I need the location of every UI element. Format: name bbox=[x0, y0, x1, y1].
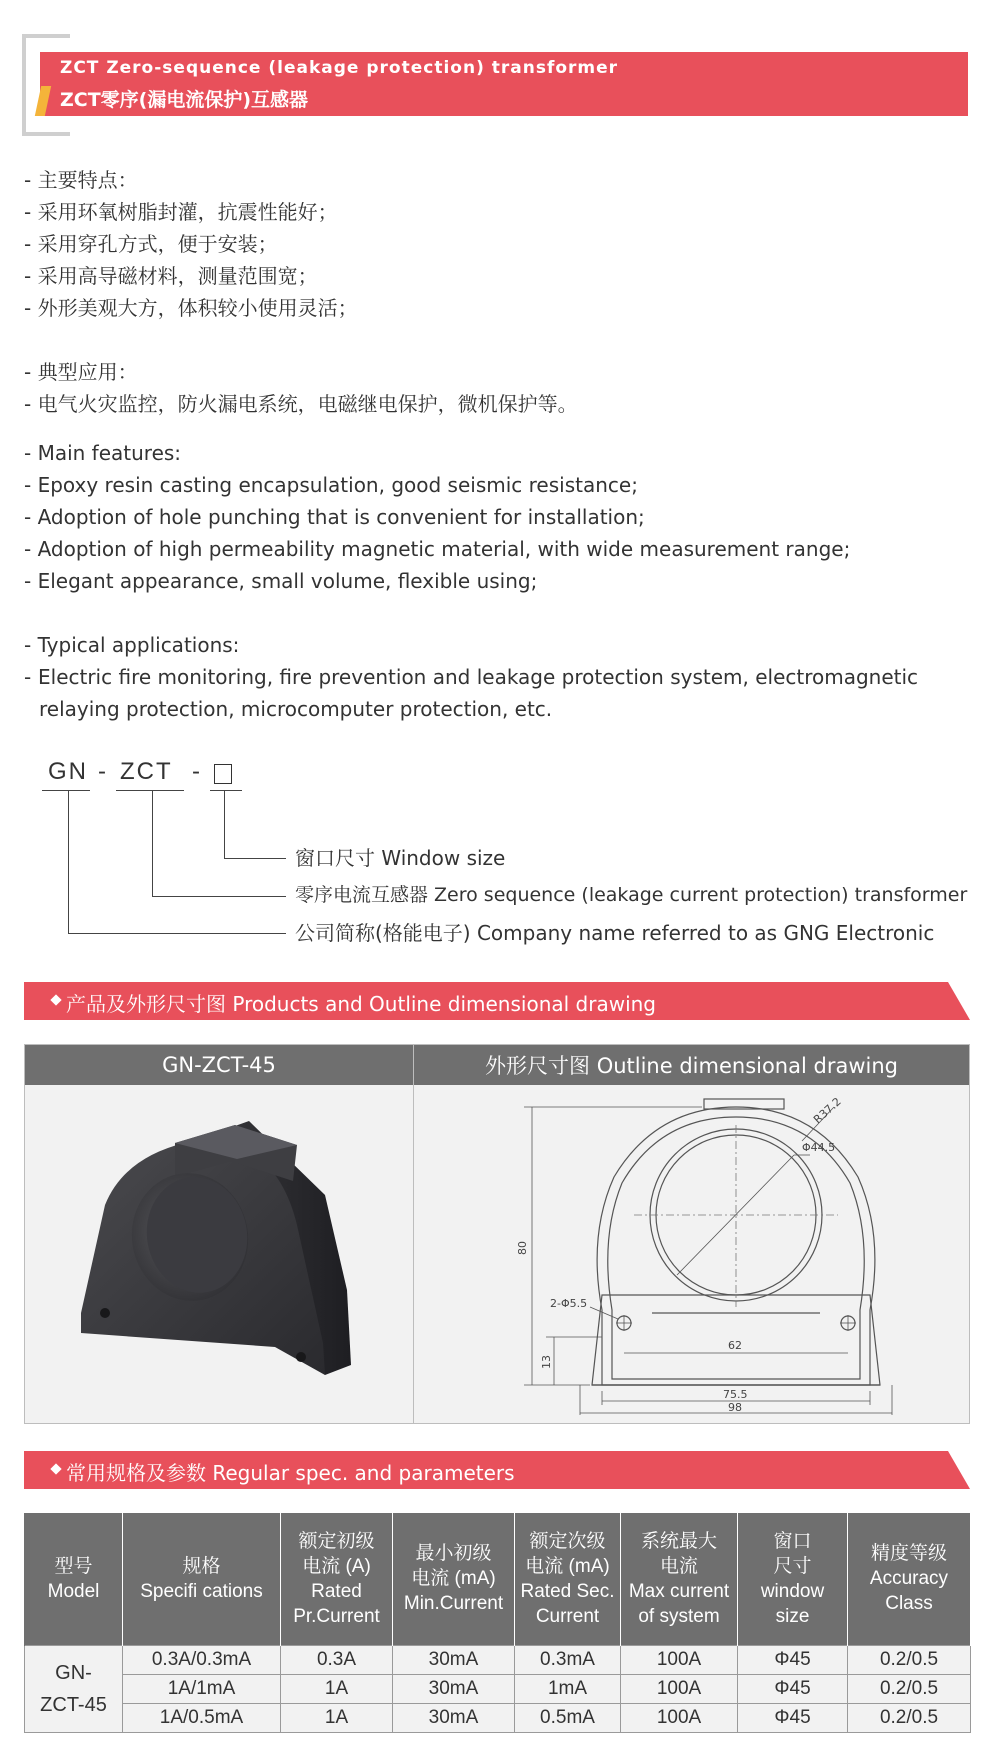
feature-en-line: - Elegant appearance, small volume, flexible using; bbox=[24, 569, 538, 593]
feature-cn-line: - 采用高导磁材料，测量范围宽； bbox=[24, 264, 318, 288]
header-max-current bbox=[621, 1513, 738, 1645]
cell-rated-primary: 0.3A bbox=[281, 1645, 393, 1674]
header-line: 电流 (mA) bbox=[411, 1568, 496, 1590]
code-sep-1: - bbox=[98, 758, 108, 785]
spec-section-bar bbox=[24, 1451, 970, 1489]
underline-gn bbox=[42, 790, 90, 791]
header-title-en: ZCT Zero-sequence (leakage protection) transformer bbox=[60, 58, 619, 78]
header-line: Current bbox=[535, 1605, 600, 1627]
code-window-box bbox=[214, 764, 232, 784]
feature-en-line: - Adoption of hole punching that is convenient for installation; bbox=[24, 505, 645, 529]
leader-zct-v bbox=[152, 790, 153, 896]
spec-section-title bbox=[48, 1457, 515, 1486]
feature-cn-line: - 主要特点： bbox=[24, 168, 138, 192]
cell-rated-secondary: 1mA bbox=[515, 1674, 621, 1703]
cell-spec: 1A/1mA bbox=[123, 1674, 281, 1703]
feature-en-line: - Main features: bbox=[24, 441, 182, 465]
header-accuracy bbox=[848, 1513, 971, 1645]
header-line: Rated Sec. bbox=[520, 1580, 615, 1602]
cell-rated-secondary: 0.3mA bbox=[515, 1645, 621, 1674]
table-row bbox=[25, 1674, 971, 1703]
spec-table bbox=[24, 1513, 971, 1733]
header-line: Specifi cations bbox=[140, 1580, 263, 1602]
features-en bbox=[24, 437, 970, 597]
header-line: 系统最大 bbox=[640, 1530, 717, 1552]
leader-gn-h bbox=[68, 933, 286, 934]
product-photo-cell bbox=[25, 1085, 413, 1423]
applications-cn bbox=[24, 356, 970, 420]
header-line: 额定初级 bbox=[298, 1530, 375, 1552]
header-line: Accuracy bbox=[869, 1568, 949, 1590]
header-banner bbox=[40, 52, 968, 116]
header-line: 电流 (mA) bbox=[525, 1555, 610, 1577]
product-col-model: GN-ZCT-45 bbox=[25, 1045, 413, 1085]
header-model bbox=[25, 1513, 123, 1645]
dim-base-h: 13 bbox=[540, 1355, 553, 1369]
cell-rated-primary: 1A bbox=[281, 1674, 393, 1703]
underline-zct bbox=[116, 790, 184, 791]
product-table bbox=[24, 1044, 970, 1424]
model-line: GN- bbox=[55, 1661, 92, 1684]
header-line: Model bbox=[47, 1580, 100, 1602]
model-cell bbox=[25, 1645, 123, 1732]
table-row bbox=[25, 1703, 971, 1732]
cell-window: Φ45 bbox=[738, 1674, 848, 1703]
dim-phi: Φ44.5 bbox=[802, 1141, 836, 1154]
applications-en bbox=[24, 629, 970, 725]
application-en-text: Electric fire monitoring, fire prevention and leakage protection system, electromagnetic bbox=[38, 665, 919, 689]
application-en-line2: relaying protection, microcomputer protection, etc. bbox=[39, 697, 553, 721]
cell-min-primary: 30mA bbox=[393, 1645, 515, 1674]
cell-min-primary: 30mA bbox=[393, 1674, 515, 1703]
cell-spec: 1A/0.5mA bbox=[123, 1703, 281, 1732]
header-line: 电流 (A) bbox=[302, 1555, 371, 1577]
table-row bbox=[25, 1645, 971, 1674]
legend-window: 窗口尺寸 Window size bbox=[295, 846, 506, 870]
header-line: Class bbox=[885, 1593, 933, 1615]
header-title-cn: ZCT零序(漏电流保护)互感器 bbox=[60, 89, 309, 111]
header-line: window bbox=[760, 1580, 825, 1602]
products-section-bar bbox=[24, 982, 970, 1020]
cell-accuracy: 0.2/0.5 bbox=[848, 1674, 971, 1703]
dim-62: 62 bbox=[728, 1339, 742, 1352]
application-cn-line: - 电气火灾监控，防火漏电系统，电磁继电保护，微机保护等。 bbox=[24, 392, 578, 416]
outline-drawing bbox=[414, 1085, 969, 1423]
cell-rated-primary: 1A bbox=[281, 1703, 393, 1732]
header-line: Rated bbox=[311, 1580, 362, 1602]
application-en-heading: - Typical applications: bbox=[24, 633, 240, 657]
dim-r: R37.2 bbox=[811, 1095, 844, 1127]
cell-max-current: 100A bbox=[621, 1703, 738, 1732]
header-spec bbox=[123, 1513, 281, 1645]
legend-zct: 零序电流互感器 Zero sequence (leakage current protection) transformer bbox=[295, 884, 968, 906]
header-line: Max current bbox=[628, 1580, 730, 1602]
leader-window-v bbox=[224, 790, 225, 858]
header-line: 最小初级 bbox=[415, 1543, 492, 1565]
feature-en-line: - Adoption of high permeability magnetic material, with wide measurement range; bbox=[24, 537, 851, 561]
product-photo bbox=[25, 1085, 413, 1423]
leader-gn-v bbox=[68, 790, 69, 933]
header-line: 精度等级 bbox=[870, 1543, 947, 1565]
header-line: 额定次级 bbox=[529, 1530, 606, 1552]
products-section-title bbox=[48, 988, 656, 1017]
legend-company: 公司简称(格能电子) Company name referred to as GNG Electronic bbox=[295, 921, 935, 945]
model-line: ZCT-45 bbox=[40, 1693, 107, 1716]
feature-cn-line: - 外形美观大方，体积较小使用灵活； bbox=[24, 296, 358, 320]
cell-max-current: 100A bbox=[621, 1645, 738, 1674]
product-col-drawing: 外形尺寸图 Outline dimensional drawing bbox=[414, 1045, 969, 1085]
header-line: 规格 bbox=[182, 1555, 221, 1577]
dim-98: 98 bbox=[728, 1401, 742, 1414]
application-en-dash: - bbox=[24, 665, 32, 689]
cell-accuracy: 0.2/0.5 bbox=[848, 1645, 971, 1674]
header-min-primary bbox=[393, 1513, 515, 1645]
cell-min-primary: 30mA bbox=[393, 1703, 515, 1732]
code-sep-2: - bbox=[192, 758, 202, 785]
header-line: 窗口 bbox=[773, 1530, 812, 1552]
header-line: Min.Current bbox=[403, 1593, 504, 1615]
header-window-size bbox=[738, 1513, 848, 1645]
dim-holes: 2-Φ5.5 bbox=[550, 1297, 588, 1310]
header-rated-secondary bbox=[515, 1513, 621, 1645]
header-line: of system bbox=[638, 1605, 720, 1627]
cell-max-current: 100A bbox=[621, 1674, 738, 1703]
header-line: 尺寸 bbox=[773, 1555, 812, 1577]
underline-window bbox=[210, 790, 242, 791]
outline-drawing-cell bbox=[414, 1085, 969, 1423]
header-line: size bbox=[775, 1605, 810, 1627]
header-line: Pr.Current bbox=[293, 1605, 380, 1627]
spec-header-row bbox=[25, 1513, 971, 1645]
features-cn bbox=[24, 164, 970, 324]
cell-accuracy: 0.2/0.5 bbox=[848, 1703, 971, 1732]
leader-window-h bbox=[224, 858, 286, 859]
header-line: 型号 bbox=[54, 1555, 93, 1577]
cell-rated-secondary: 0.5mA bbox=[515, 1703, 621, 1732]
cell-window: Φ45 bbox=[738, 1703, 848, 1732]
cell-spec: 0.3A/0.3mA bbox=[123, 1645, 281, 1674]
cell-window: Φ45 bbox=[738, 1645, 848, 1674]
spec-section-title-text: 常用规格及参数 Regular spec. and parameters bbox=[66, 1461, 515, 1485]
dim-75: 75.5 bbox=[723, 1388, 748, 1401]
feature-cn-line: - 采用穿孔方式，便于安装； bbox=[24, 232, 278, 256]
feature-cn-line: - 采用环氧树脂封灌，抗震性能好； bbox=[24, 200, 338, 224]
products-section-title-text: 产品及外形尺寸图 Products and Outline dimensional drawing bbox=[66, 992, 656, 1016]
code-part-zct: ZCT bbox=[120, 758, 173, 785]
header-line: 电流 bbox=[659, 1555, 698, 1577]
dim-height: 80 bbox=[516, 1241, 529, 1255]
application-cn-line: - 典型应用： bbox=[24, 360, 138, 384]
feature-en-line: - Epoxy resin casting encapsulation, good seismic resistance; bbox=[24, 473, 638, 497]
leader-zct-h bbox=[152, 896, 286, 897]
code-part-gn: GN bbox=[48, 758, 88, 785]
header-rated-primary bbox=[281, 1513, 393, 1645]
application-en-line bbox=[24, 661, 970, 693]
